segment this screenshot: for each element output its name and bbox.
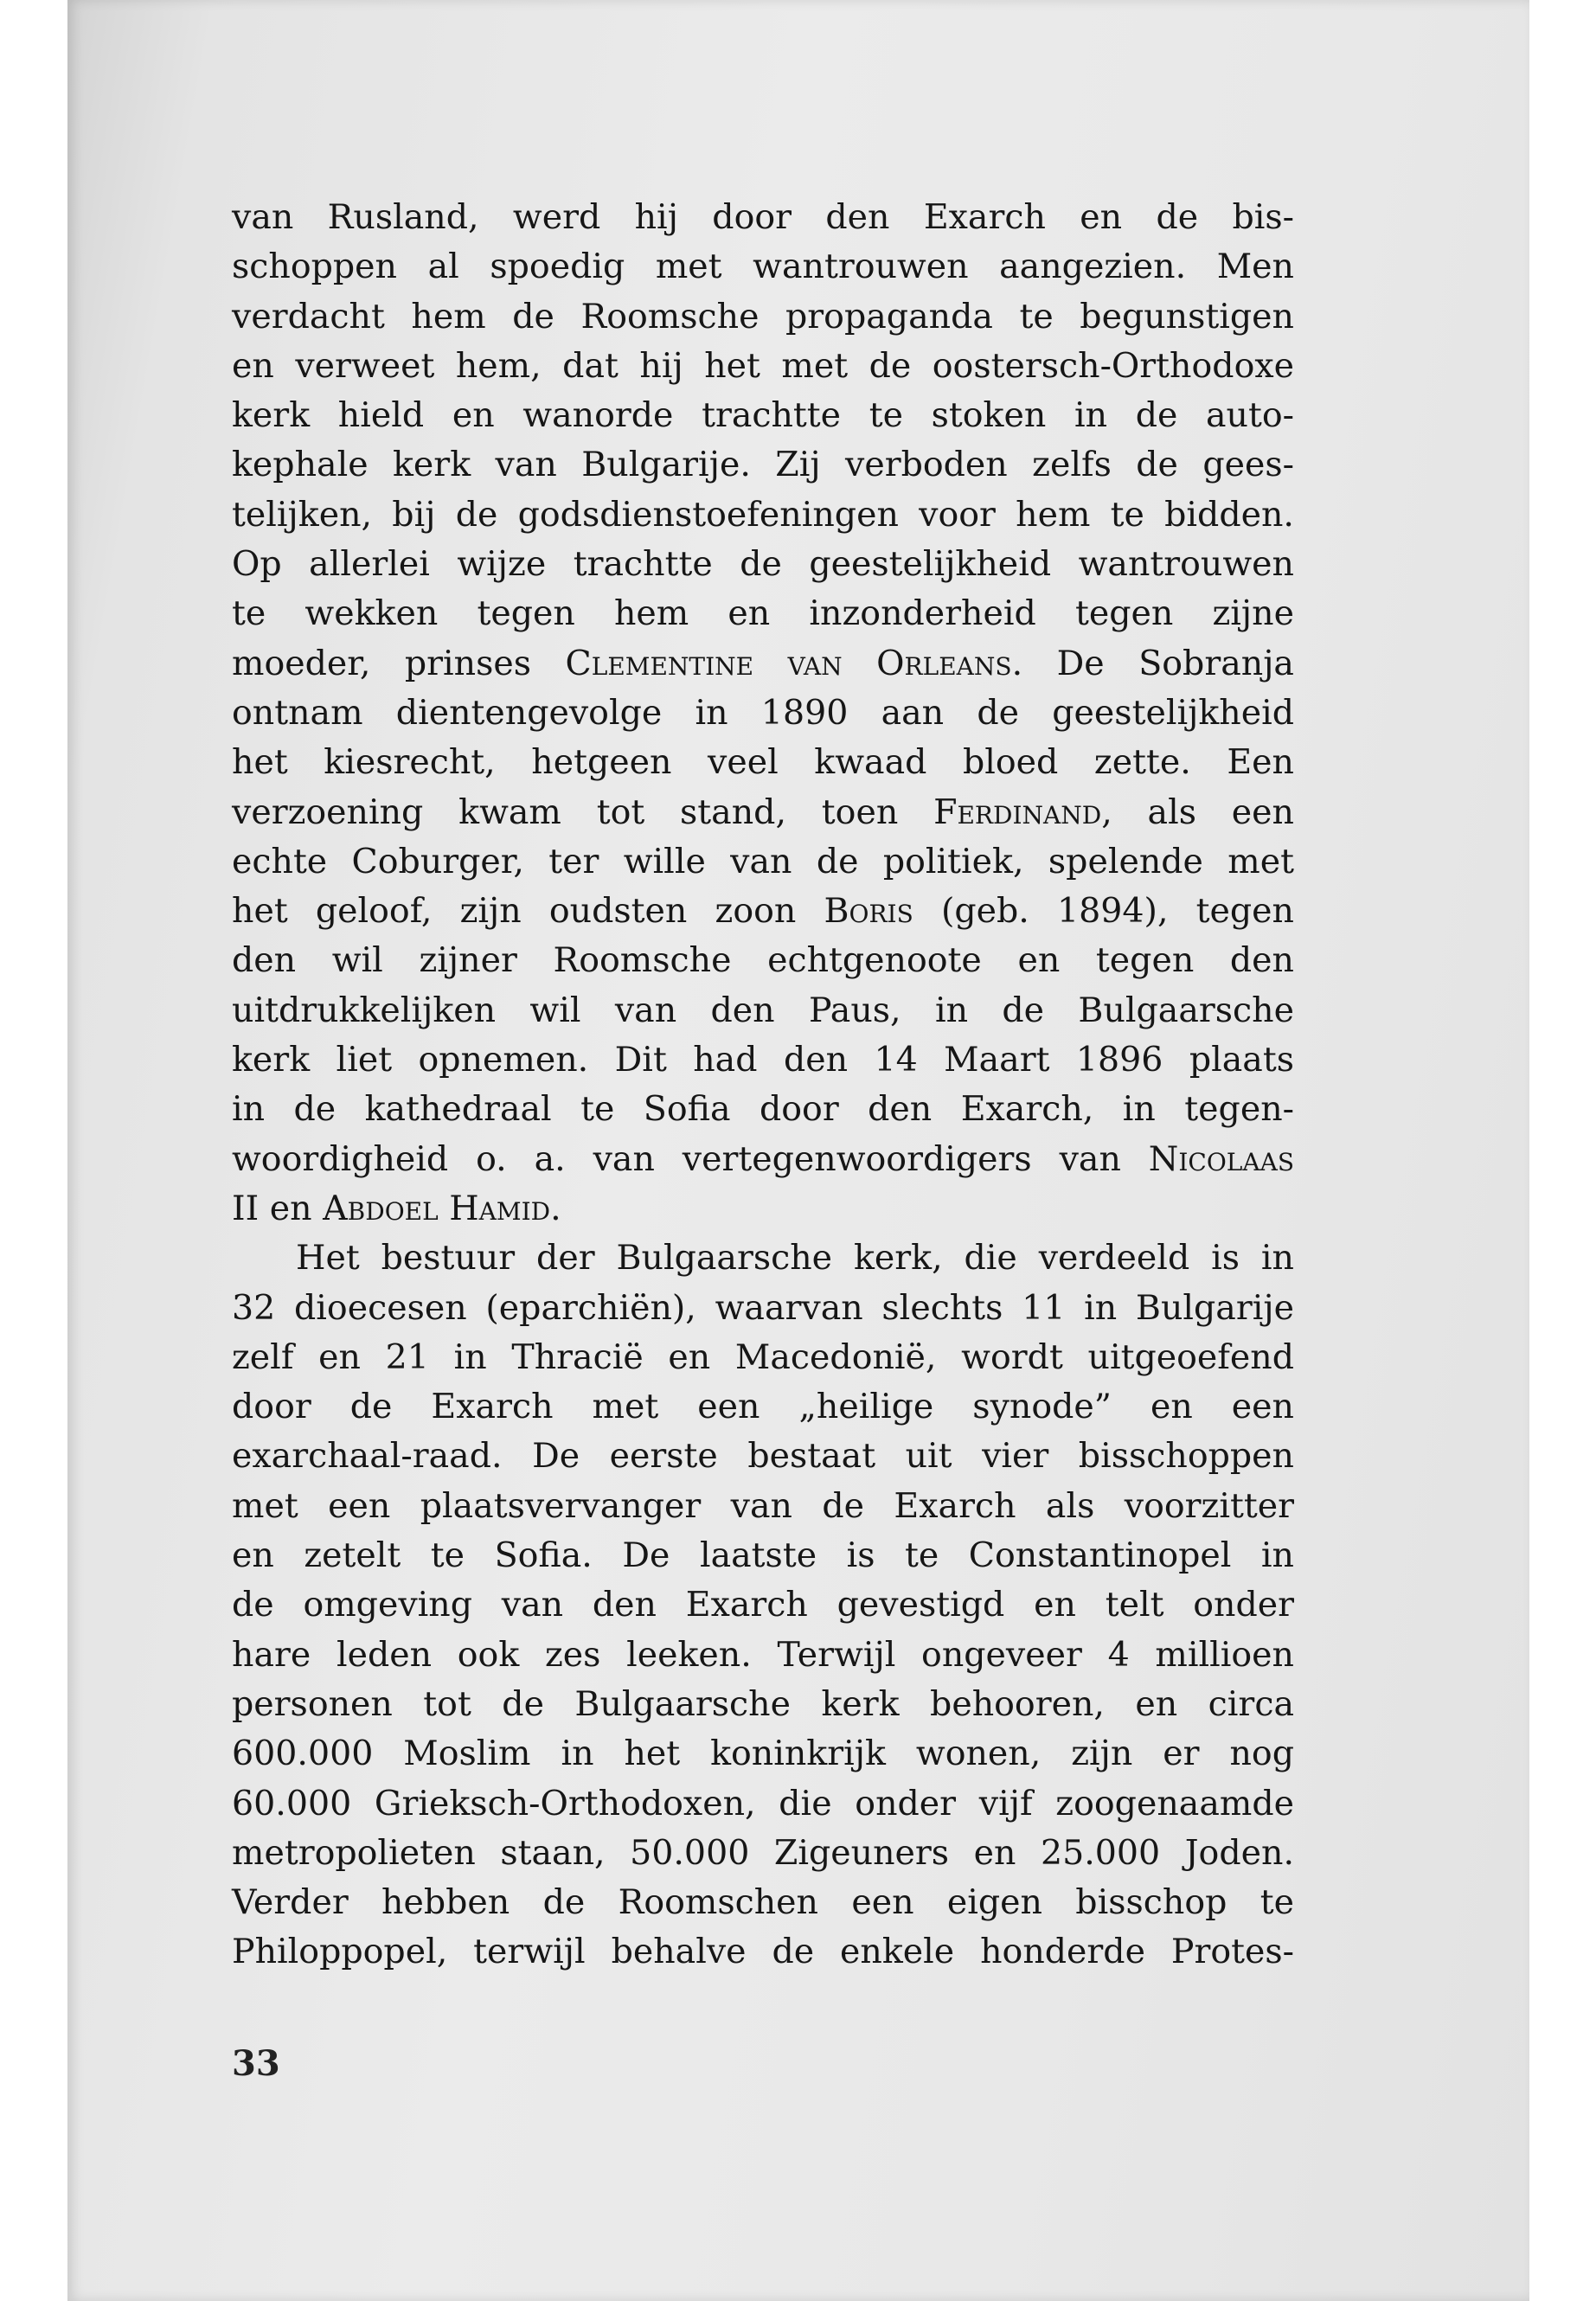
text-line: door de Exarch met een „heilige synode” en een (232, 1387, 1294, 1427)
text-line: personen tot de Bulgaarsche kerk behooren, en circa (232, 1683, 1294, 1724)
scan-margin (0, 0, 67, 2301)
text-line: en zetelt te Sofia. De laatste is te Constantinopel in (232, 1535, 1294, 1576)
text-line: zelf en 21 in Thracië en Macedonië, wordt uitgeoefend (232, 1336, 1294, 1377)
text-line: woordigheid o. a. van vertegenwoordigers van Nicolaas (232, 1138, 1294, 1179)
text-line: moeder, prinses Clementine van Orleans. De Sobranja (232, 643, 1294, 683)
text-line: uitdrukkelijken wil van den Paus, in de Bulgaarsche (232, 990, 1294, 1030)
text-line: en verweet hem, dat hij het met de oostersch-Orthodoxe (232, 345, 1294, 386)
text-line: het kiesrecht, hetgeen veel kwaad bloed zette. Een (232, 742, 1294, 783)
text-line: 32 dioecesen (eparchiën), waarvan slechts 11 in Bulgarije (232, 1287, 1294, 1328)
text-line: metropolieten staan, 50.000 Zigeuners en 25.000 Joden. (232, 1832, 1294, 1873)
text-line: kerk hield en wanorde trachtte te stoken in de auto- (232, 395, 1294, 436)
page-number: 33 (232, 2043, 280, 2084)
text-line: de omgeving van den Exarch gevestigd en telt onder (232, 1585, 1294, 1625)
text-line: het geloof, zijn oudsten zoon Boris (geb. 1894), tegen (232, 891, 1294, 932)
text-line: verzoening kwam tot stand, toen Ferdinand, als een (232, 792, 1294, 832)
text-line: kephale kerk van Bulgarije. Zij verboden zelfs de gees- (232, 445, 1294, 485)
text-line: kerk liet opnemen. Dit had den 14 Maart 1896 plaats (232, 1040, 1294, 1080)
body-text (232, 193, 1294, 1977)
text-line: Verder hebben de Roomschen een eigen bisschop te (232, 1882, 1294, 1923)
text-line: 60.000 Grieksch-Orthodoxen, die onder vijf zoogenaamde (232, 1783, 1294, 1823)
text-line: hare leden ook zes leeken. Terwijl ongeveer 4 millioen (232, 1634, 1294, 1675)
text-line: in de kathedraal te Sofia door den Exarch, in tegen- (232, 1089, 1294, 1130)
text-line: II en Abdoel Hamid. (232, 1188, 561, 1228)
text-line: Philoppopel, terwijl behalve de enkele honderde Protes- (232, 1932, 1294, 1972)
text-line: van Rusland, werd hij door den Exarch en de bis- (232, 197, 1294, 237)
text-line: 600.000 Moslim in het koninkrijk wonen, zijn er nog (232, 1734, 1294, 1774)
text-line: den wil zijner Roomsche echtgenoote en tegen den (232, 940, 1294, 981)
text-line: schoppen al spoedig met wantrouwen aangezien. Men (232, 247, 1294, 287)
text-line: Het bestuur der Bulgaarsche kerk, die verdeeld is in (296, 1238, 1294, 1279)
text-line: echte Coburger, ter wille van de politiek, spelende met (232, 841, 1294, 881)
text-line: met een plaatsvervanger van de Exarch als voorzitter (232, 1485, 1294, 1526)
text-line: verdacht hem de Roomsche propaganda te begunstigen (232, 296, 1294, 336)
text-line: telijken, bij de godsdienstoefeningen voor hem te bidden. (232, 494, 1294, 535)
text-line: te wekken tegen hem en inzonderheid tegen zijne (232, 593, 1294, 634)
text-line: Op allerlei wijze trachtte de geestelijkheid wantrouwen (232, 544, 1294, 585)
text-line: ontnam dientengevolge in 1890 aan de geestelijkheid (232, 692, 1294, 733)
text-line: exarchaal-raad. De eerste bestaat uit vier bisschoppen (232, 1436, 1294, 1477)
